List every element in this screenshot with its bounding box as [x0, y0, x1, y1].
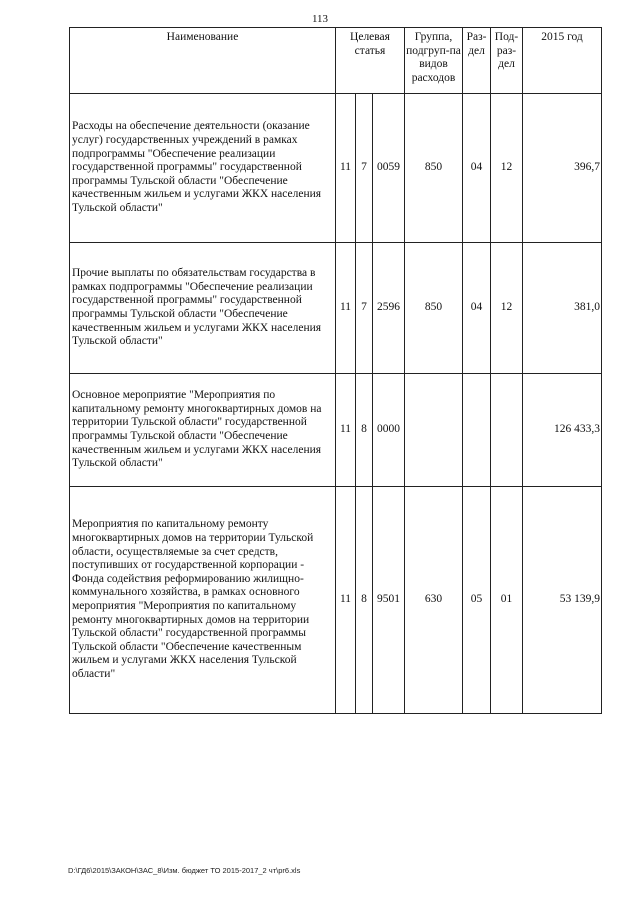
row-subprogram: 8 [356, 487, 373, 714]
header-year: 2015 год [523, 28, 602, 94]
row-subsection: 01 [491, 487, 523, 714]
row-amount: 53 139,9 [523, 487, 602, 714]
row-subprogram: 7 [356, 94, 373, 243]
header-name: Наименование [70, 28, 336, 94]
row-direction: 2596 [373, 243, 405, 374]
row-subsection: 12 [491, 243, 523, 374]
row-section: 04 [463, 243, 491, 374]
row-amount: 396,7 [523, 94, 602, 243]
budget-table [69, 27, 602, 714]
row-name: Мероприятия по капитальному ремонту многоквартирных домов на территории Тульской области, осуществляемые за счет средств, поступивших от государственной корпорации - Фонда содействия реформированию жилищно-коммунального хозяйства, в рамках основного мероприятия "Мероприятия по капитальному ремонту многоквартирных домов на территории Тульской области" государственной программы Тульской области "Обеспечение качественным жильем и услугами ЖКХ населения Тульской области" [70, 487, 336, 714]
header-target-article: Целевая статья [336, 28, 405, 94]
row-name: Прочие выплаты по обязательствам государства в рамках подпрограммы "Обеспечение реализации государственной программы" государственной программы Тульской области "Обеспечение качественным жильем и услугами ЖКХ населения Тульской области" [70, 243, 336, 374]
table-row [70, 243, 602, 374]
row-expense-group [405, 374, 463, 487]
header-subsection: Под-раз-дел [491, 28, 523, 94]
row-subprogram: 8 [356, 374, 373, 487]
table-row [70, 94, 602, 243]
row-program: 11 [336, 374, 356, 487]
row-name: Расходы на обеспечение деятельности (оказание услуг) государственных учреждений в рамках подпрограммы "Обеспечение реализации государственной программы" государственной программы Тульской области "Обеспечение качественным жильем и услугами ЖКХ населения Тульской области" [70, 94, 336, 243]
row-direction: 0059 [373, 94, 405, 243]
row-section: 04 [463, 94, 491, 243]
row-program: 11 [336, 243, 356, 374]
row-program: 11 [336, 94, 356, 243]
row-expense-group: 850 [405, 94, 463, 243]
row-direction: 0000 [373, 374, 405, 487]
row-program: 11 [336, 487, 356, 714]
page-number: 113 [311, 13, 329, 25]
row-subsection [491, 374, 523, 487]
row-direction: 9501 [373, 487, 405, 714]
row-amount: 126 433,3 [523, 374, 602, 487]
row-section: 05 [463, 487, 491, 714]
row-expense-group: 850 [405, 243, 463, 374]
row-amount: 381,0 [523, 243, 602, 374]
row-section [463, 374, 491, 487]
row-subprogram: 7 [356, 243, 373, 374]
table-row [70, 374, 602, 487]
file-path-footer: D:\ГД6\2015\ЗАКОН\ЗАС_8\Изм. бюджет ТО 2015-2017_2 чт\pr6.xls [68, 866, 301, 875]
header-expense-group: Группа, подгруп-па видов расходов [405, 28, 463, 94]
header-row [70, 28, 602, 94]
row-subsection: 12 [491, 94, 523, 243]
row-expense-group: 630 [405, 487, 463, 714]
row-name: Основное мероприятие "Мероприятия по капитальному ремонту многоквартирных домов на территории Тульской области" государственной программы Тульской области "Обеспечение качественным жильем и услугами ЖКХ населения Тульской области" [70, 374, 336, 487]
header-section: Раз-дел [463, 28, 491, 94]
table-row [70, 487, 602, 714]
